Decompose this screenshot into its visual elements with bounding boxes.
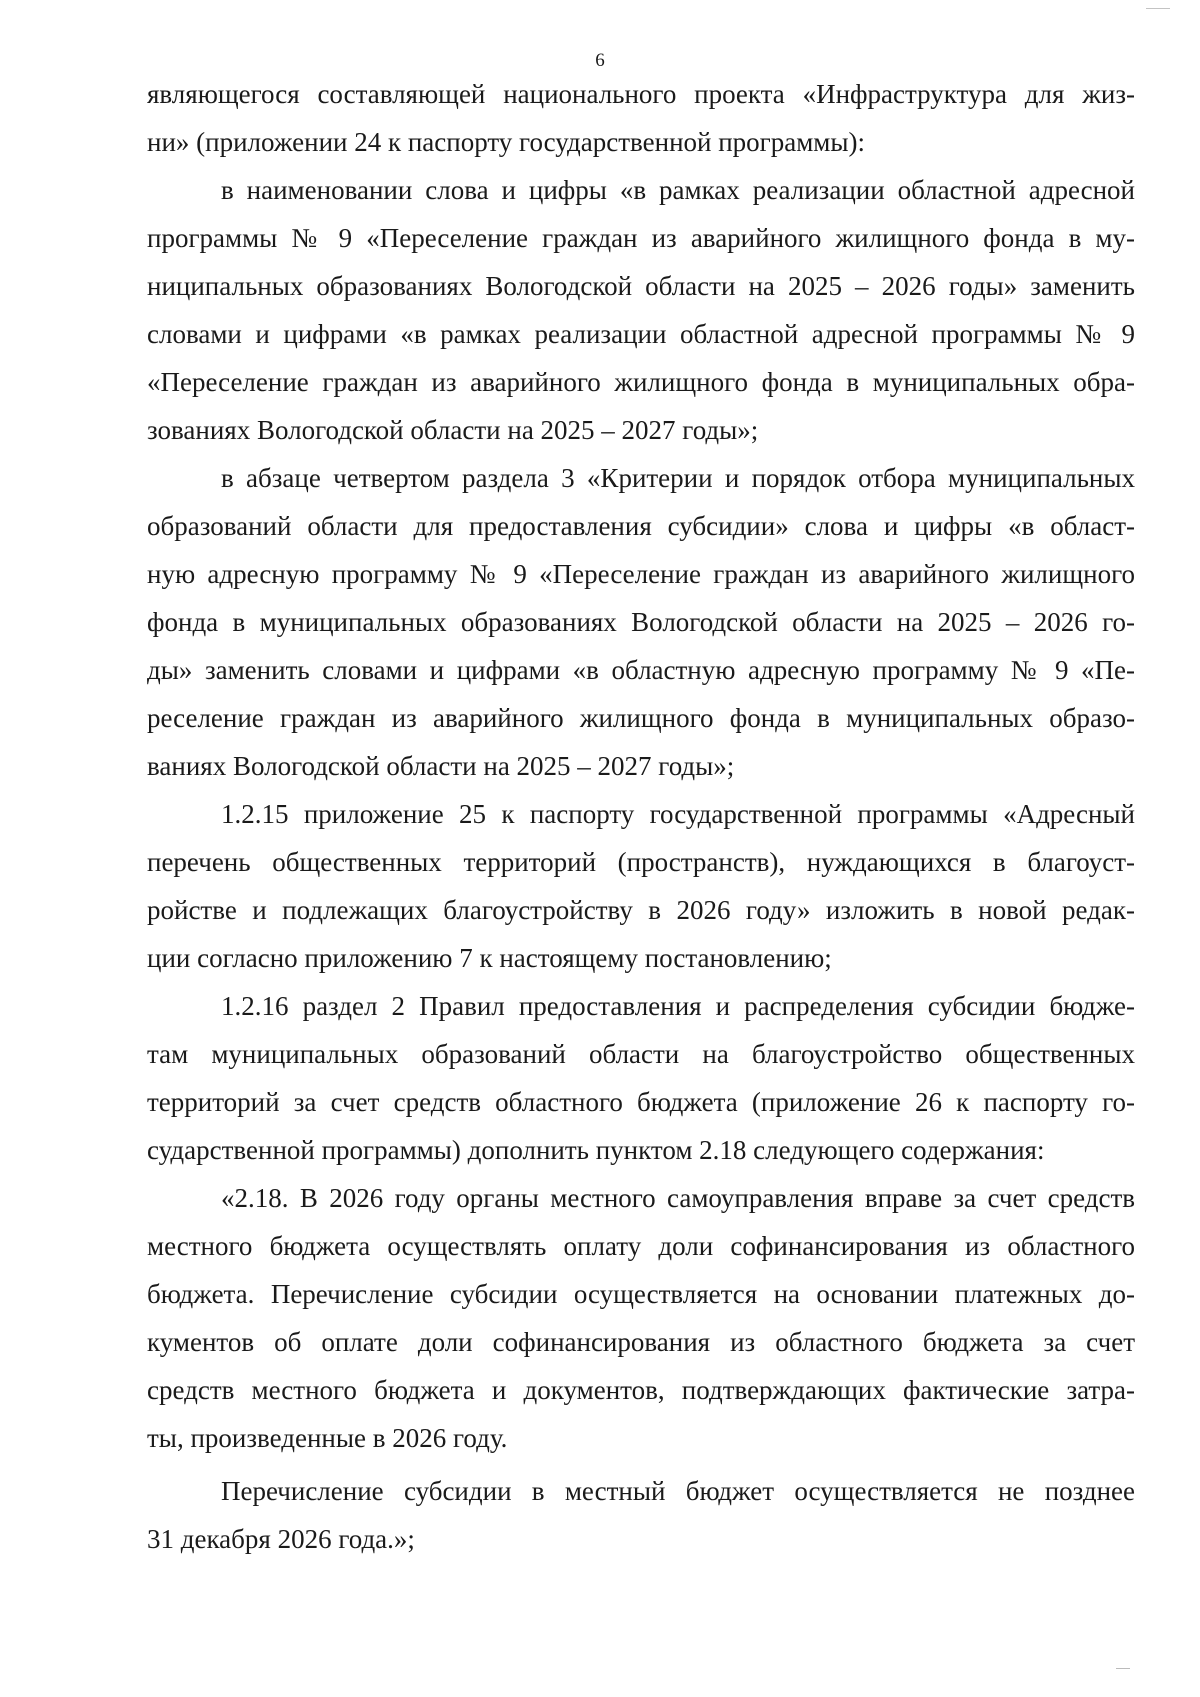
paragraph-7 — [147, 1467, 1135, 1563]
scan-corner-mark — [1146, 0, 1170, 9]
text-line: 1.2.16 раздел 2 Правил предоставления и распределения субсидии бюдже- — [221, 991, 1135, 1021]
paragraph-5 — [147, 982, 1135, 1174]
text-line: являющегося составляющей национального проекта «Инфраструктура для жиз- — [147, 79, 1135, 109]
paragraph-6 — [147, 1174, 1135, 1462]
text-line: ты, произведенные в 2026 году. — [147, 1423, 508, 1453]
text-line: «2.18. В 2026 году органы местного самоуправления вправе за счет средств — [221, 1183, 1135, 1213]
text-line: там муниципальных образований области на благоустройство общественных — [147, 1039, 1135, 1069]
text-line: ции согласно приложению 7 к настоящему постановлению; — [147, 943, 832, 973]
text-line: в наименовании слова и цифры «в рамках реализации областной адресной — [221, 175, 1135, 205]
text-line: программы № 9 «Переселение граждан из аварийного жилищного фонда в му- — [147, 223, 1135, 253]
text-line: ниципальных образованиях Вологодской области на 2025 – 2026 годы» заменить — [147, 271, 1135, 301]
text-line: реселение граждан из аварийного жилищного фонда в муниципальных образо- — [147, 703, 1135, 733]
text-line: бюджета. Перечисление субсидии осуществляется на основании платежных до- — [147, 1279, 1135, 1309]
text-line: средств местного бюджета и документов, подтверждающих фактические затра- — [147, 1375, 1135, 1405]
text-line: образований области для предоставления субсидии» слова и цифры «в област- — [147, 511, 1135, 541]
text-line: 31 декабря 2026 года.»; — [147, 1524, 415, 1554]
document-body — [147, 70, 1135, 1563]
text-line: ваниях Вологодской области на 2025 – 2027 годы»; — [147, 751, 735, 781]
text-line: сударственной программы) дополнить пунктом 2.18 следующего содержания: — [147, 1135, 1045, 1165]
scan-corner-mark — [1116, 1668, 1130, 1675]
text-line: в абзаце четвертом раздела 3 «Критерии и порядок отбора муниципальных — [221, 463, 1135, 493]
text-line: зованиях Вологодской области на 2025 – 2027 годы»; — [147, 415, 759, 445]
text-line: «Переселение граждан из аварийного жилищного фонда в муниципальных обра- — [147, 367, 1135, 397]
text-line: фонда в муниципальных образованиях Вологодской области на 2025 – 2026 го- — [147, 607, 1135, 637]
text-line: кументов об оплате доли софинансирования из областного бюджета за счет — [147, 1327, 1135, 1357]
paragraph-2 — [147, 166, 1135, 454]
paragraph-1 — [147, 70, 1135, 166]
text-line: ни» (приложении 24 к паспорту государственной программы): — [147, 127, 866, 157]
text-line: ды» заменить словами и цифрами «в областную адресную программу № 9 «Пе- — [147, 655, 1135, 685]
text-line: территорий за счет средств областного бюджета (приложение 26 к паспорту го- — [147, 1087, 1135, 1117]
text-line: словами и цифрами «в рамках реализации областной адресной программы № 9 — [147, 319, 1135, 349]
text-line: перечень общественных территорий (пространств), нуждающихся в благоуст- — [147, 847, 1135, 877]
text-line: местного бюджета осуществлять оплату доли софинансирования из областного — [147, 1231, 1135, 1261]
text-line: Перечисление субсидии в местный бюджет осуществляется не позднее — [221, 1476, 1135, 1506]
text-line: ройстве и подлежащих благоустройству в 2026 году» изложить в новой редак- — [147, 895, 1135, 925]
paragraph-4 — [147, 790, 1135, 982]
paragraph-3 — [147, 454, 1135, 790]
text-line: 1.2.15 приложение 25 к паспорту государственной программы «Адресный — [221, 799, 1135, 829]
page-number: 6 — [595, 50, 605, 71]
text-line: ную адресную программу № 9 «Переселение граждан из аварийного жилищного — [147, 559, 1135, 589]
